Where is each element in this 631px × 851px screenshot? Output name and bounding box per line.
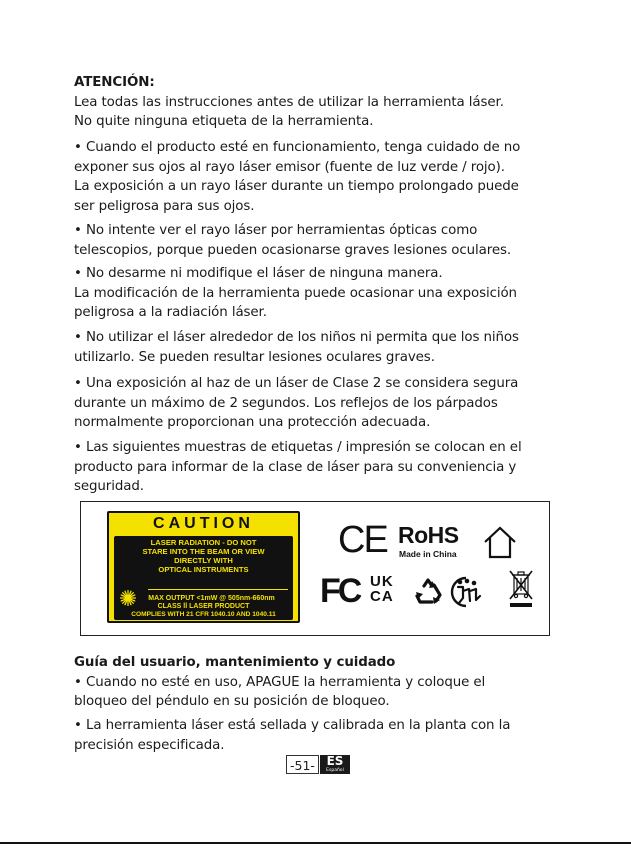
caution-label-body [114, 536, 293, 620]
caution-text-line: STARE INTO THE BEAM OR VIEW [142, 547, 265, 556]
caution-text-line: LASER RADIATION - DO NOT [150, 538, 257, 547]
warning-line: normalmente proporcionan una protección adecuada. [74, 415, 431, 430]
warning-line: peligrosa a la radiación láser. [74, 305, 267, 320]
warning-line: utilizarlo. Se pueden resultar lesiones oculares graves. [74, 349, 435, 365]
guide-item [74, 716, 574, 755]
attention-line: Lea todas las instrucciones antes de utilizar la herramienta láser. [74, 94, 504, 110]
warning-line: • No intente ver el rayo láser por herramientas ópticas como [74, 223, 478, 238]
language-name: Español [326, 768, 344, 773]
caution-text-line: MAX OUTPUT <1mW @ 505nm-660nm [148, 595, 275, 602]
guide-line: precisión especificada. [74, 737, 225, 753]
warning-line: ser peligrosa para sus ojos. [74, 198, 255, 214]
weee-crossed-bin-icon [508, 569, 534, 609]
ukca-mark [370, 574, 394, 604]
warning-line: producto para informar de la clase de láser para su conveniencia y [74, 459, 517, 475]
page-number: -51- [286, 755, 319, 774]
ce-mark: CE [338, 519, 387, 561]
caution-text-line: DIRECTLY WITH [174, 556, 233, 565]
warning-line: • Una exposición al haz de un láser de Clase 2 se considera segura [74, 376, 519, 391]
caution-text-line: OPTICAL INSTRUMENTS [158, 565, 249, 574]
warning-item [74, 438, 574, 497]
warning-item [74, 374, 574, 433]
warning-item [74, 264, 574, 323]
caution-text-line: CLASS ll LASER PRODUCT [157, 603, 250, 610]
guide-heading: Guía del usuario, mantenimiento y cuidado [74, 655, 396, 670]
caution-label [107, 511, 300, 623]
guide-line: • La herramienta láser está sellada y calibrada en la planta con la [74, 718, 511, 733]
made-in-label: Made in China [399, 549, 457, 559]
warning-line: • No utilizar el láser alrededor de los niños ni permita que los niños [74, 330, 519, 345]
fcc-mark: FC [320, 572, 360, 610]
warning-line: La modificación de la herramienta puede ocasionar una exposición [74, 285, 517, 301]
certification-marks [316, 516, 536, 626]
warning-line: seguridad. [74, 479, 144, 494]
page-bottom-edge [0, 842, 631, 844]
attention-heading: ATENCIÓN: [74, 75, 155, 90]
indoor-use-house-icon [482, 524, 518, 560]
warning-line: exponer sus ojos al rayo láser emisor (fuente de luz verde / rojo). [74, 159, 505, 175]
warning-line: • No desarme ni modifique el láser de ninguna manera. [74, 266, 443, 281]
warning-line: telescopios, porque pueden ocasionarse graves lesiones oculares. [74, 242, 512, 258]
language-tab [320, 755, 350, 774]
language-code: ES [326, 754, 344, 768]
guide-section [74, 653, 574, 712]
triman-icon [450, 576, 484, 608]
rohs-mark: RoHS [398, 522, 459, 548]
caution-divider [148, 589, 288, 590]
warning-item [74, 328, 574, 367]
warning-line: • Las siguientes muestras de etiquetas / impresión se colocan en el [74, 440, 522, 455]
caution-text-line: COMPLIES WITH 21 CFR 1040.10 AND 1040.11 [131, 611, 276, 618]
guide-line: • Cuando no esté en uso, APAGUE la herramienta y coloque el [74, 674, 486, 690]
ukca-top: UK [370, 573, 394, 590]
warning-line: La exposición a un rayo láser durante un tiempo prolongado puede [74, 179, 519, 194]
guide-line: bloqueo del péndulo en su posición de bloqueo. [74, 694, 390, 709]
warning-line: • Cuando el producto esté en funcionamiento, tenga cuidado de no [74, 140, 521, 155]
warning-line: durante un máximo de 2 segundos. Los reflejos de los párpados [74, 395, 498, 411]
caution-title: CAUTION [153, 515, 254, 532]
recycle-icon [414, 577, 444, 607]
ukca-bottom: CA [370, 588, 394, 605]
warning-item [74, 138, 574, 216]
warning-item [74, 221, 574, 260]
attention-line: No quite ninguna etiqueta de la herramienta. [74, 114, 374, 129]
attention-section [74, 73, 574, 132]
